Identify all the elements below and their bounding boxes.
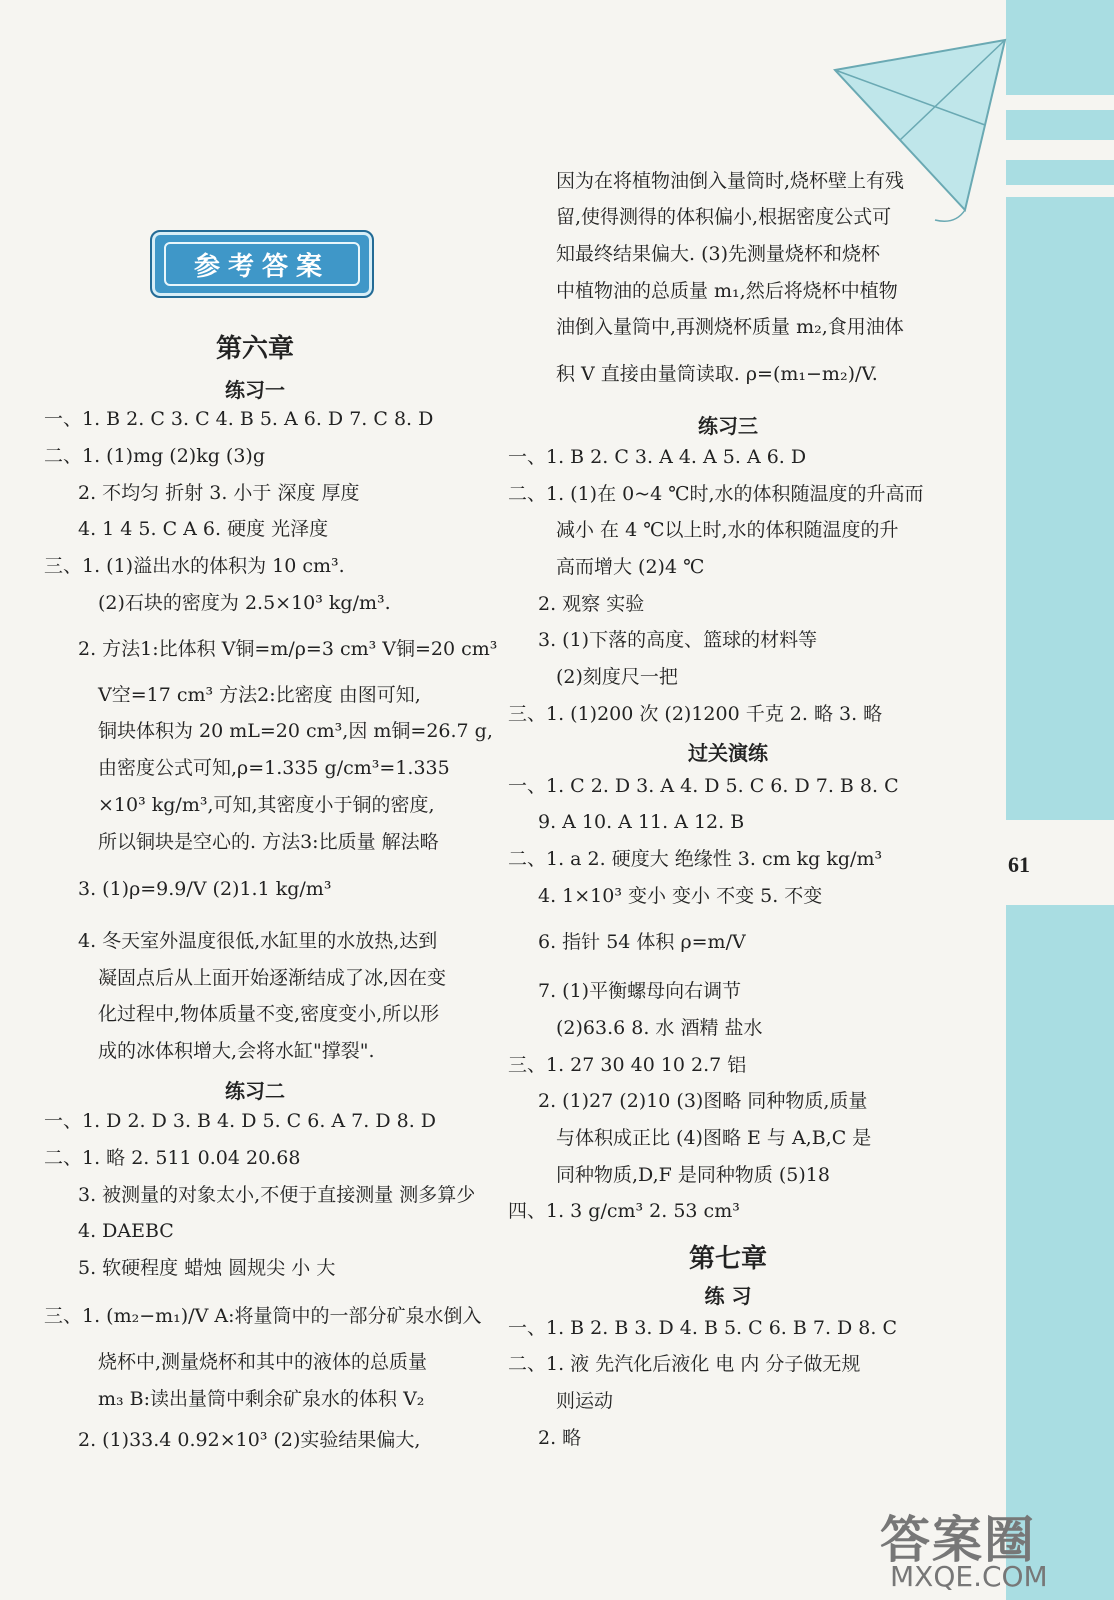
answer-line: 高而增大 (2)4 ℃ [556, 556, 705, 578]
answer-line: 2. 观察 实验 [538, 593, 645, 615]
answer-line: 三、1. (m₂−m₁)/V A:将量筒中的一部分矿泉水倒入 [44, 1305, 482, 1327]
answer-line: 一、1. B 2. C 3. C 4. B 5. A 6. D 7. C 8. D [44, 408, 434, 430]
watermark-url: MXQE.COM [890, 1560, 1048, 1593]
answer-line: 2. 方法1:比体积 V铜=m/ρ=3 cm³ V铜=20 cm³ [78, 638, 498, 660]
answer-line: 所以铜块是空心的. 方法3:比质量 解法略 [98, 831, 439, 853]
watermark-logo: 答案圈 [880, 1511, 1036, 1569]
answer-line: 二、1. a 2. 硬度大 绝缘性 3. cm kg kg/m³ [508, 848, 883, 870]
answer-line: 成的冰体积增大,会将水缸"撑裂". [98, 1040, 375, 1062]
answer-line: 则运动 [556, 1390, 614, 1412]
answer-line: 4. 1 4 5. C A 6. 硬度 光泽度 [78, 518, 329, 540]
answer-line: 3. (1)下落的高度、篮球的材料等 [538, 629, 818, 651]
answer-line: 同种物质,D,F 是同种物质 (5)18 [556, 1164, 830, 1186]
chapter-heading: 第六章 [215, 334, 294, 364]
section-heading: 练 习 [704, 1284, 752, 1308]
section-heading: 练习一 [225, 378, 285, 402]
answer-line: 烧杯中,测量烧杯和其中的液体的总质量 [98, 1351, 428, 1373]
answer-key-title: 参考答案 [164, 242, 360, 286]
page-number: 61 [1008, 852, 1030, 877]
answer-line: 6. 指针 54 体积 ρ=m/V [538, 931, 746, 953]
answer-line: 因为在将植物油倒入量筒时,烧杯壁上有残 [556, 170, 905, 192]
answer-line: 四、1. 3 g/cm³ 2. 53 cm³ [508, 1200, 740, 1222]
answer-line: 4. DAEBC [78, 1220, 174, 1242]
answer-line: 留,使得测得的体积偏小,根据密度公式可 [556, 206, 892, 228]
answer-line: 7. (1)平衡螺母向右调节 [538, 980, 742, 1002]
answer-line: 一、1. B 2. C 3. A 4. A 5. A 6. D [508, 446, 807, 468]
answer-line: ×10³ kg/m³,可知,其密度小于铜的密度, [98, 794, 435, 816]
side-decoration-strip [1006, 0, 1114, 1600]
answer-line: 与体积成正比 (4)图略 E 与 A,B,C 是 [556, 1127, 872, 1149]
answer-line: 知最终结果偏大. (3)先测量烧杯和烧杯 [556, 243, 880, 265]
kite-illustration [815, 20, 1025, 230]
answer-line: V空=17 cm³ 方法2:比密度 由图可知, [98, 684, 421, 706]
answer-line: 化过程中,物体质量不变,密度变小,所以形 [98, 1003, 440, 1025]
answer-line: 一、1. B 2. B 3. D 4. B 5. C 6. B 7. D 8. C [508, 1317, 898, 1339]
section-heading: 练习二 [225, 1079, 285, 1103]
answer-line: 3. 被测量的对象太小,不便于直接测量 测多算少 [78, 1184, 476, 1206]
answer-line: (2)石块的密度为 2.5×10³ kg/m³. [98, 592, 391, 614]
answer-line: 4. 冬天室外温度很低,水缸里的水放热,达到 [78, 930, 438, 952]
answer-line: 中植物油的总质量 m₁,然后将烧杯中植物 [556, 280, 898, 302]
answer-line: 油倒入量筒中,再测烧杯质量 m₂,食用油体 [556, 316, 904, 338]
section-heading: 练习三 [698, 414, 758, 438]
answer-line: 9. A 10. A 11. A 12. B [538, 811, 745, 833]
answer-line: (2)63.6 8. 水 酒精 盐水 [556, 1017, 763, 1039]
answer-line: 2. (1)33.4 0.92×10³ (2)实验结果偏大, [78, 1429, 421, 1451]
answer-line: 二、1. (1)在 0~4 ℃时,水的体积随温度的升高而 [508, 483, 924, 505]
answer-line: 5. 软硬程度 蜡烛 圆规尖 小 大 [78, 1257, 336, 1279]
answer-line: 2. 略 [538, 1427, 582, 1449]
answer-line: m₃ B:读出量筒中剩余矿泉水的体积 V₂ [98, 1388, 425, 1410]
answer-line: 减小 在 4 ℃以上时,水的体积随温度的升 [556, 519, 899, 541]
chapter-heading: 第七章 [688, 1244, 767, 1274]
answer-line: 二、1. 液 先汽化后液化 电 内 分子做无规 [508, 1353, 861, 1375]
answer-line: 2. 不均匀 折射 3. 小于 深度 厚度 [78, 482, 360, 504]
answer-line: 4. 1×10³ 变小 变小 不变 5. 不变 [538, 885, 823, 907]
answer-line: 二、1. (1)mg (2)kg (3)g [44, 445, 266, 467]
answer-line: 三、1. (1)200 次 (2)1200 千克 2. 略 3. 略 [508, 703, 883, 725]
answer-line: 3. (1)ρ=9.9/V (2)1.1 kg/m³ [78, 878, 332, 900]
answer-line: 铜块体积为 20 mL=20 cm³,因 m铜=26.7 g, [98, 720, 493, 742]
answer-line: 一、1. D 2. D 3. B 4. D 5. C 6. A 7. D 8. D [44, 1110, 437, 1132]
answer-line: 三、1. (1)溢出水的体积为 10 cm³. [44, 555, 345, 577]
watermark [880, 1500, 1048, 1593]
answer-line: 三、1. 27 30 40 10 2.7 铝 [508, 1054, 747, 1076]
answer-key-badge [150, 230, 374, 298]
answer-line: 凝固点后从上面开始逐渐结成了冰,因在变 [98, 967, 447, 989]
answer-line: 积 V 直接由量筒读取. ρ=(m₁−m₂)/V. [556, 363, 878, 385]
answer-line: 2. (1)27 (2)10 (3)图略 同种物质,质量 [538, 1090, 868, 1112]
answer-line: (2)刻度尺一把 [556, 666, 678, 688]
answer-line: 二、1. 略 2. 511 0.04 20.68 [44, 1147, 301, 1169]
section-heading: 过关演练 [688, 741, 768, 765]
answer-line: 一、1. C 2. D 3. A 4. D 5. C 6. D 7. B 8. C [508, 775, 899, 797]
answer-line: 由密度公式可知,ρ=1.335 g/cm³=1.335 [98, 757, 450, 779]
